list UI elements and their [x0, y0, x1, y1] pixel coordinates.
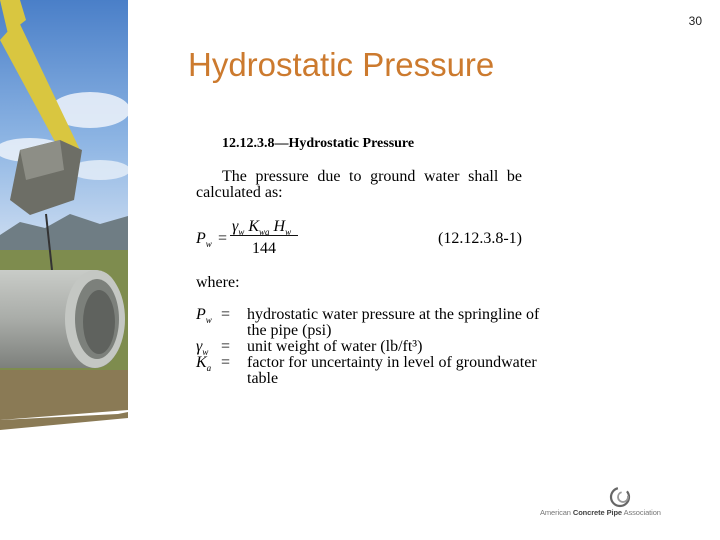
paragraph-line-2: calculated as: — [196, 184, 283, 201]
definition-pw-continued — [196, 322, 526, 338]
equation-lhs: $P_w$ — [196, 230, 212, 250]
page-number: 30 — [688, 14, 702, 28]
hydrostatic-equation — [196, 218, 526, 258]
equation-equals: = — [218, 230, 228, 247]
where-label: where: — [196, 274, 240, 291]
construction-photo — [0, 0, 128, 540]
equation-label: (12.12.3.8-1) — [438, 230, 522, 247]
equation-denominator: 144 — [252, 240, 276, 257]
definition-pw — [196, 306, 540, 326]
definition-symbol: $K_a$ — [196, 354, 212, 374]
definition-text: unit weight of water (lb/ft³) — [247, 338, 423, 355]
acpa-logo-icon — [608, 486, 638, 510]
slide-title: Hydrostatic Pressure — [188, 46, 495, 83]
acpa-logo — [540, 486, 700, 522]
equation-numerator: $\gamma_w$ $K_{wa}$ $H_w$ — [232, 218, 292, 238]
definition-operator: = — [221, 338, 231, 355]
definition-text: factor for uncertainty in level of groundwater — [247, 354, 537, 371]
definition-gamma-w — [196, 338, 526, 358]
definition-text: hydrostatic water pressure at the springline of — [247, 306, 540, 323]
section-heading: 12.12.3.8—Hydrostatic Pressure — [222, 136, 415, 151]
fraction-bar — [230, 235, 298, 236]
definition-operator: = — [221, 354, 231, 371]
definition-symbol: $\gamma_w$ — [196, 338, 209, 358]
definition-symbol: $P_w$ — [196, 306, 212, 326]
paragraph-line-1: The pressure due to ground water shall be — [222, 168, 522, 185]
definitions-list — [196, 306, 540, 387]
definition-ka — [196, 354, 537, 374]
definition-text: table — [247, 370, 279, 387]
definition-operator: = — [221, 306, 231, 323]
acpa-logo-text: American Concrete Pipe Association — [540, 508, 661, 517]
definition-text: the pipe (psi) — [247, 322, 332, 339]
definition-ka-continued — [196, 370, 526, 386]
